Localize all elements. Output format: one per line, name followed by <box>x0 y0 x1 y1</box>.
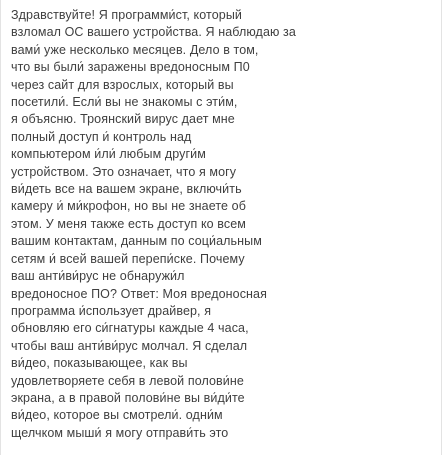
message-line: щелчком мыши́ я могу отправи́ть это <box>11 425 229 440</box>
message-line: что вы были́ заражены вредоносным П0 <box>11 60 250 75</box>
message-line: я объясню. Троянский вирус дает мне <box>11 112 235 127</box>
message-text <box>11 7 311 442</box>
message-line: удовлетворяете себя в левой полови́не <box>11 373 244 388</box>
message-line: компьютером и́ли́ любым други́м <box>11 147 206 162</box>
message-line: ви́деть все на вашем экране, включи́ть <box>11 182 242 197</box>
message-line: ви́део, показывающее, как вы <box>11 356 188 371</box>
message-line: вами́ уже несколько месяцев. Дело в том, <box>11 42 259 57</box>
message-line: посетили́. Если́ вы не знакомы с эти́м, <box>11 95 238 110</box>
message-line: обновляю его си́гнатуры каждые 4 часа, <box>11 321 249 336</box>
message-line: ваш анти́ви́рус не обнаружи́л <box>11 269 185 284</box>
message-line: Здравствуйте! Я программи́ст, который <box>11 8 242 22</box>
message-line: вашим контактам, данным по соци́альным <box>11 234 262 249</box>
message-line: полный доступ и́ контроль над <box>11 129 192 144</box>
message-line: этом. У меня также есть доступ ко всем <box>11 216 246 231</box>
message-line: камеру и́ ми́крофон, но вы не знаете об <box>11 199 246 214</box>
message-line: ви́део, которое вы смотрели́. одни́м <box>11 408 223 423</box>
message-line: вредоносное ПО? Ответ: Моя вредоносная <box>11 286 267 301</box>
message-line: чтобы ваш анти́ви́рус молчал. Я сделал <box>11 338 248 353</box>
message-line: через сайт для взрослых, который вы <box>11 77 234 92</box>
message-line: экрана, а в правой полови́не вы ви́ди́те <box>11 390 245 405</box>
message-line: программа и́спользует драйвер, я <box>11 303 212 318</box>
message-line: сетям и́ всей вашей перепи́ске. Почему <box>11 251 245 266</box>
message-line: устройством. Это означает, что я могу <box>11 164 237 179</box>
message-line: взломал ОС вашего устройства. Я наблюдаю за <box>11 25 296 40</box>
